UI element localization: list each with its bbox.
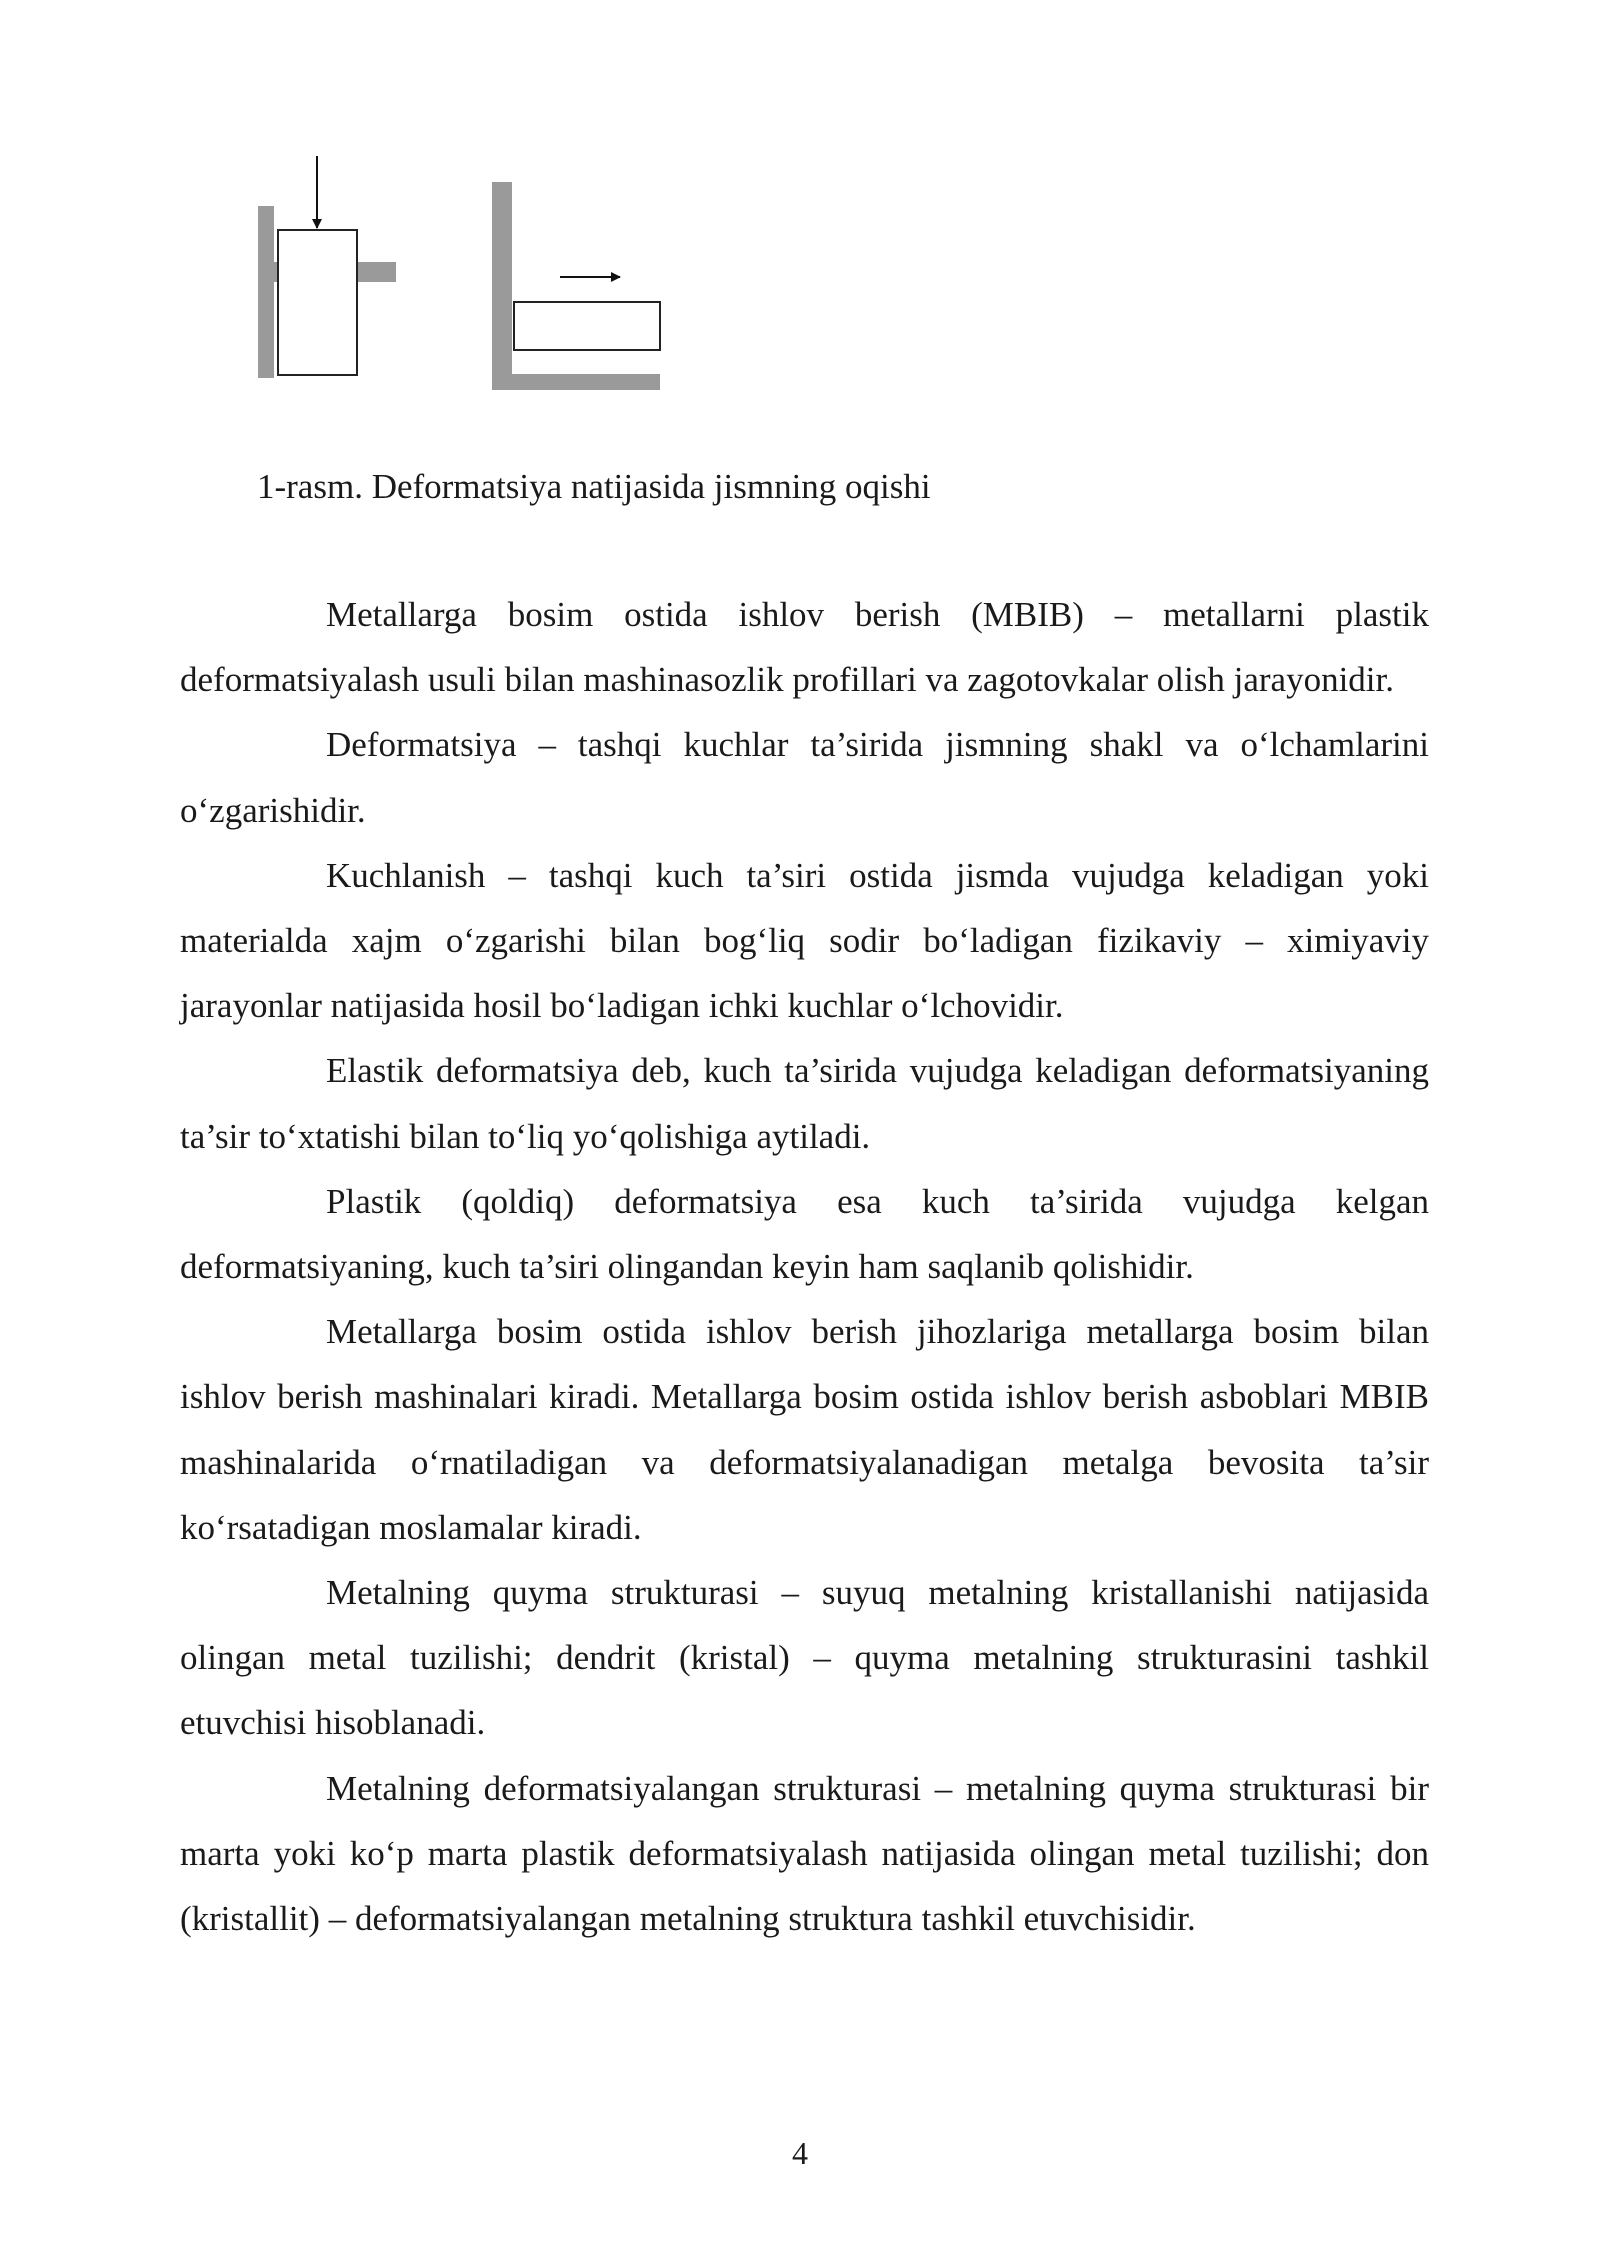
right-base xyxy=(492,374,660,390)
right-wall xyxy=(492,182,512,390)
left-block xyxy=(278,230,357,375)
body-text xyxy=(180,582,1429,1951)
page-number: 4 xyxy=(792,2135,808,2171)
paragraph-stress-definition: Kuchlanish – tashqi kuch ta’siri ostida jismda vujudga keladigan yoki materialda xajm o‘zgarishi bilan bog‘liq sodir bo‘ladigan fizikaviy – ximiyaviy jarayonlar natijasida hosil bo‘ladigan ichki kuchlar o‘lchovidir. xyxy=(180,855,1429,1026)
figure-caption: 1-rasm. Deformatsiya natijasida jismning oqishi xyxy=(257,467,931,506)
right-block xyxy=(514,302,660,350)
paragraph-deformation-definition: Deformatsiya – tashqi kuchlar ta’sirida jismning shakl va o‘lchamlarini o‘zgarishidir. xyxy=(180,725,1429,830)
paragraph-mbib-equipment: Metallarga bosim ostida ishlov berish jihozlariga metallarga bosim bilan ishlov berish mashinalari kiradi. Metallarga bosim ostida ishlov berish asboblari MBIB mashinalarida o‘rnatiladigan va deformatsiyalanadigan metalga bevosita ta’sir ko‘rsatadigan moslamalar kiradi. xyxy=(180,1312,1429,1547)
deformation-figure xyxy=(250,150,690,390)
paragraph-mbib-definition: Metallarga bosim ostida ishlov berish (MBIB) – metallarni plastik deformatsiyalash usuli bilan mashinasozlik profillari va zagotovkalar olish jarayonidir. xyxy=(180,595,1429,700)
left-wall xyxy=(258,206,274,378)
paragraph-deformed-structure: Metalning deformatsiyalangan strukturasi – metalning quyma strukturasi bir marta yoki ko‘p marta plastik deformatsiyalash natijasida olingan metal tuzilishi; don (kristallit) – deformatsiyalangan metalning struktura tashkil etuvchisidir. xyxy=(180,1768,1429,1939)
deformation-diagram xyxy=(250,150,690,390)
paragraph-elastic-deformation: Elastik deformatsiya deb, kuch ta’sirida vujudga keladigan deformatsiyaning ta’sir to‘xtatishi bilan to‘liq yo‘qolishiga aytiladi. xyxy=(180,1051,1429,1156)
paragraph-cast-structure: Metalning quyma strukturasi – suyuq metalning kristallanishi natijasida olingan metal tuzilishi; dendrit (kristal) – quyma metalning strukturasini tashkil etuvchisi hisoblanadi. xyxy=(180,1573,1429,1743)
paragraph-plastic-deformation: Plastik (qoldiq) deformatsiya esa kuch ta’sirida vujudga kelgan deformatsiyaning, kuch ta’siri olingandan keyin ham saqlanib qolishidir. xyxy=(180,1181,1429,1287)
